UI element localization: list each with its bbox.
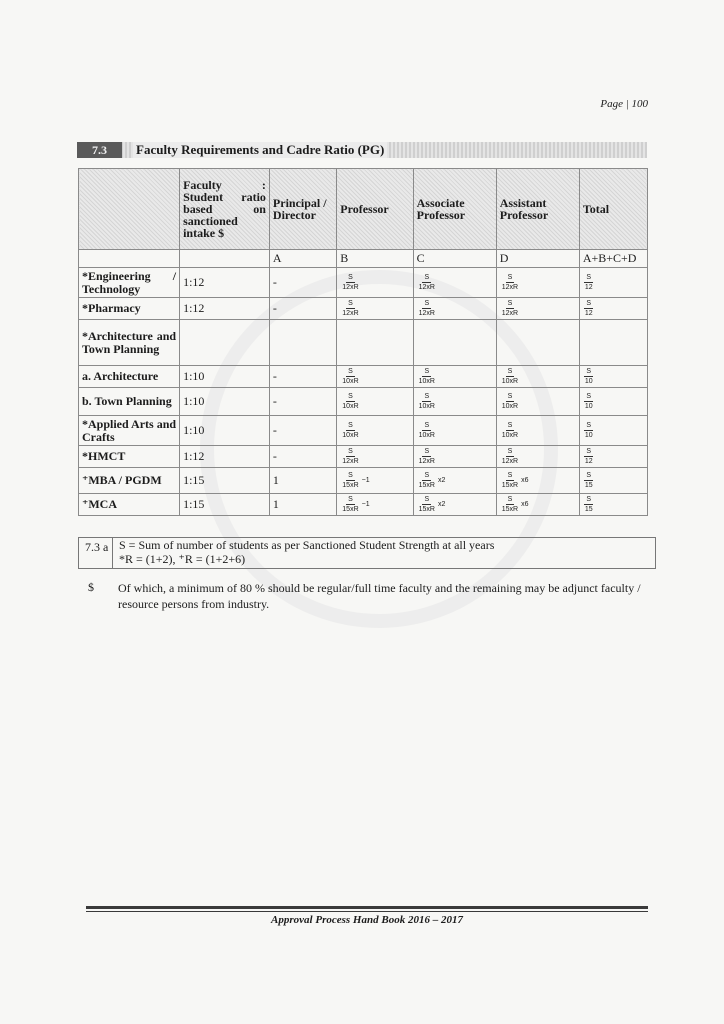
table-header-row: [79, 169, 648, 250]
fraction-stack: [500, 299, 520, 318]
page-number: Page | 100: [600, 98, 648, 110]
table-row: [79, 268, 648, 298]
fraction-stack: [500, 367, 520, 386]
fraction: [340, 274, 361, 291]
fraction-stack: [500, 447, 520, 466]
fraction: [500, 448, 521, 465]
section-number: 7.3: [77, 142, 122, 158]
professor-cell: [337, 388, 413, 416]
fraction-stack: [500, 495, 520, 514]
note-line-2: *R = (1+2), ⁺R = (1+2+6): [119, 552, 246, 566]
fraction-denominator: 12xR: [342, 310, 359, 317]
fraction-numerator: S: [348, 300, 353, 307]
letter-cell: C: [413, 250, 496, 268]
principal-cell: -: [269, 298, 336, 320]
fraction-suffix: x6: [521, 501, 529, 508]
fraction: [583, 393, 595, 410]
fraction: [417, 274, 438, 291]
letter-cell: B: [337, 250, 413, 268]
total-cell: [579, 468, 647, 494]
fraction-stack: [340, 447, 360, 466]
total-cell: [579, 494, 647, 516]
fraction-numerator: S: [507, 393, 513, 400]
ratio-cell: 1:12: [180, 446, 270, 468]
empty-cell: [496, 320, 579, 366]
fraction-denominator: 15xR: [501, 482, 519, 489]
note-box: [78, 537, 656, 569]
section-header-bar: [77, 142, 647, 158]
fraction-stack: [340, 367, 360, 386]
row-label: b. Town Planning: [79, 388, 180, 416]
fraction: [417, 300, 438, 317]
fraction-numerator: S: [586, 393, 592, 400]
fraction-denominator: 12: [584, 284, 593, 291]
row-label: a. Architecture: [79, 366, 180, 388]
assistant-cell: [496, 298, 579, 320]
ratio-cell: 1:10: [180, 416, 270, 446]
total-cell: [579, 388, 647, 416]
fraction-denominator: 15xR: [418, 482, 435, 489]
total-cell: [579, 366, 647, 388]
row-label: *Engineering / Technology: [79, 268, 180, 298]
associate-cell: [413, 494, 496, 516]
fraction-denominator: 10xR: [342, 378, 359, 385]
fraction-stack: [583, 447, 595, 466]
fraction-denominator: 12xR: [418, 284, 435, 291]
fraction-denominator: 10xR: [418, 432, 435, 439]
ratio-cell: 1:10: [180, 388, 270, 416]
fraction-numerator: S: [507, 472, 513, 479]
professor-cell: [337, 416, 413, 446]
fraction-numerator: S: [586, 274, 592, 281]
fraction-denominator: 10: [584, 432, 593, 439]
assistant-cell: [496, 494, 579, 516]
fraction-stack: [500, 471, 520, 490]
fraction-stack: [340, 273, 360, 292]
fraction: [500, 496, 529, 513]
assistant-cell: [496, 446, 579, 468]
fraction-denominator: 10xR: [342, 432, 359, 439]
professor-cell: [337, 268, 413, 298]
footnote-text: Of which, a minimum of 80 % should be regular/full time faculty and the remaining may be adjunct faculty / resource persons from industry.: [118, 581, 641, 611]
fraction-numerator: S: [507, 300, 513, 307]
fraction: [500, 300, 521, 317]
fraction-denominator: 15: [584, 506, 593, 513]
principal-cell: -: [269, 268, 336, 298]
fraction: [340, 472, 370, 489]
fraction-denominator: 10xR: [501, 378, 519, 385]
ratio-cell: 1:15: [180, 468, 270, 494]
assistant-cell: [496, 416, 579, 446]
fraction-stack: [583, 495, 595, 514]
assistant-cell: [496, 468, 579, 494]
fraction-numerator: S: [348, 422, 353, 429]
fraction: [340, 496, 370, 513]
empty-cell: [269, 320, 336, 366]
fraction: [340, 300, 361, 317]
fraction-denominator: 15xR: [342, 506, 359, 513]
fraction: [583, 472, 595, 489]
row-label: *HMCT: [79, 446, 180, 468]
associate-cell: [413, 268, 496, 298]
fraction-denominator: 12xR: [418, 458, 435, 465]
fraction-numerator: S: [424, 393, 430, 400]
fraction-numerator: S: [424, 300, 430, 307]
fraction-stack: [340, 471, 360, 490]
fraction-numerator: S: [424, 472, 430, 479]
row-label: *Applied Arts and Crafts: [79, 416, 180, 446]
fraction-stack: [583, 392, 595, 411]
ratio-cell: 1:15: [180, 494, 270, 516]
fraction-denominator: 12: [584, 310, 593, 317]
professor-cell: [337, 446, 413, 468]
row-label: *Architecture and Town Planning: [79, 320, 180, 366]
fraction-numerator: S: [586, 422, 592, 429]
footer-text: Approval Process Hand Book 2016 – 2017: [271, 914, 463, 926]
faculty-ratio-table: [78, 168, 648, 516]
fraction: [500, 472, 529, 489]
fraction-numerator: S: [424, 422, 430, 429]
total-cell: [579, 446, 647, 468]
principal-cell: -: [269, 366, 336, 388]
fraction-suffix: x6: [521, 477, 529, 484]
fraction-denominator: 10xR: [418, 403, 435, 410]
fraction-numerator: S: [348, 368, 353, 375]
empty-cell: [413, 320, 496, 366]
principal-cell: 1: [269, 468, 336, 494]
principal-cell: -: [269, 388, 336, 416]
fraction-numerator: S: [586, 472, 592, 479]
fraction: [417, 422, 438, 439]
fraction: [583, 422, 595, 439]
header-ratio: Faculty : Student ratio based on sanctioned intake $: [180, 169, 270, 250]
table-row: [79, 446, 648, 468]
fraction: [500, 274, 521, 291]
ratio-cell: 1:12: [180, 268, 270, 298]
fraction-denominator: 12xR: [501, 458, 519, 465]
letter-cell: [79, 250, 180, 268]
fraction: [583, 274, 595, 291]
ratio-cell: 1:12: [180, 298, 270, 320]
fraction-stack: [417, 367, 437, 386]
fraction-stack: [583, 421, 595, 440]
fraction: [340, 448, 361, 465]
fraction: [340, 368, 361, 385]
fraction-denominator: 10xR: [342, 403, 359, 410]
note-label: 7.3 a: [85, 540, 109, 554]
fraction-stack: [340, 392, 360, 411]
fraction-denominator: 15xR: [342, 482, 359, 489]
total-cell: [579, 416, 647, 446]
fraction-stack: [417, 299, 437, 318]
fraction-denominator: 12xR: [342, 458, 359, 465]
fraction-numerator: S: [424, 274, 430, 281]
fraction-denominator: 15xR: [501, 506, 519, 513]
fraction-denominator: 10xR: [501, 432, 519, 439]
ratio-cell: 1:10: [180, 366, 270, 388]
fraction-stack: [500, 273, 520, 292]
fraction-denominator: 12: [584, 458, 593, 465]
table-row: [79, 298, 648, 320]
note-divider: [112, 538, 113, 568]
fraction-numerator: S: [586, 300, 592, 307]
fraction: [340, 393, 361, 410]
fraction-stack: [417, 447, 437, 466]
fraction-numerator: S: [348, 274, 353, 281]
associate-cell: [413, 366, 496, 388]
note-line-1: S = Sum of number of students as per Sanctioned Student Strength at all years: [119, 538, 495, 552]
fraction-denominator: 12xR: [418, 310, 435, 317]
letter-cell: A: [269, 250, 336, 268]
fraction-stack: [583, 471, 595, 490]
fraction-stack: [417, 471, 437, 490]
associate-cell: [413, 298, 496, 320]
fraction-denominator: 10: [584, 403, 593, 410]
total-cell: [579, 298, 647, 320]
fraction-suffix: −1: [361, 501, 370, 508]
table-row: [79, 388, 648, 416]
fraction: [417, 472, 446, 489]
fraction-stack: [417, 273, 437, 292]
fraction-numerator: S: [586, 368, 592, 375]
fraction-denominator: 10: [584, 378, 593, 385]
table-row: [79, 494, 648, 516]
footer-rule: [86, 911, 648, 912]
professor-cell: [337, 494, 413, 516]
assistant-cell: [496, 388, 579, 416]
fraction: [583, 448, 595, 465]
header-principal: Principal / Director: [269, 169, 336, 250]
section-title: Faculty Requirements and Cadre Ratio (PG): [133, 142, 387, 158]
fraction-suffix: x2: [437, 501, 446, 508]
professor-cell: [337, 298, 413, 320]
fraction-denominator: 15xR: [418, 506, 435, 513]
fraction-denominator: 12xR: [501, 310, 519, 317]
fraction: [583, 300, 595, 317]
fraction-denominator: 12xR: [501, 284, 519, 291]
fraction-suffix: x2: [437, 477, 446, 484]
fraction-stack: [417, 392, 437, 411]
fraction: [500, 368, 521, 385]
fraction-suffix: −1: [361, 477, 370, 484]
fraction: [500, 393, 521, 410]
fraction: [417, 368, 438, 385]
fraction-numerator: S: [507, 422, 513, 429]
row-label: ⁺MBA / PGDM: [79, 468, 180, 494]
note-text: [119, 538, 494, 566]
header-blank: [79, 169, 180, 250]
table-row: [79, 366, 648, 388]
fraction-numerator: S: [586, 496, 592, 503]
fraction-stack: [340, 495, 360, 514]
professor-cell: [337, 468, 413, 494]
fraction-denominator: 15: [584, 482, 593, 489]
letter-cell: D: [496, 250, 579, 268]
principal-cell: 1: [269, 494, 336, 516]
column-letter-row: [79, 250, 648, 268]
header-total: Total: [579, 169, 647, 250]
footnote-symbol: $: [88, 580, 94, 594]
fraction: [417, 496, 446, 513]
header-professor: Professor: [337, 169, 413, 250]
professor-cell: [337, 366, 413, 388]
fraction-numerator: S: [507, 496, 513, 503]
fraction: [583, 496, 595, 513]
associate-cell: [413, 416, 496, 446]
fraction: [500, 422, 521, 439]
fraction: [417, 393, 438, 410]
letter-cell: [180, 250, 270, 268]
fraction-denominator: 10xR: [501, 403, 519, 410]
fraction-numerator: S: [348, 393, 353, 400]
fraction: [417, 448, 438, 465]
fraction-numerator: S: [348, 496, 353, 503]
assistant-cell: [496, 268, 579, 298]
empty-cell: [579, 320, 647, 366]
empty-cell: [180, 320, 270, 366]
table-row: [79, 416, 648, 446]
empty-cell: [337, 320, 413, 366]
fraction-stack: [340, 299, 360, 318]
total-cell: [579, 268, 647, 298]
table-row: [79, 320, 648, 366]
header-assistant: Assistant Professor: [496, 169, 579, 250]
header-associate: Associate Professor: [413, 169, 496, 250]
fraction-stack: [340, 421, 360, 440]
principal-cell: -: [269, 416, 336, 446]
fraction-stack: [500, 421, 520, 440]
fraction: [340, 422, 361, 439]
row-label: ⁺MCA: [79, 494, 180, 516]
fraction-numerator: S: [507, 274, 513, 281]
letter-cell: A+B+C+D: [579, 250, 647, 268]
fraction-stack: [417, 421, 437, 440]
table-row: [79, 468, 648, 494]
fraction-numerator: S: [348, 472, 353, 479]
associate-cell: [413, 468, 496, 494]
fraction-numerator: S: [586, 448, 592, 455]
fraction-numerator: S: [348, 448, 353, 455]
principal-cell: -: [269, 446, 336, 468]
fraction-numerator: S: [424, 496, 430, 503]
fraction-denominator: 10xR: [418, 378, 435, 385]
footer-rule: [86, 906, 648, 909]
fraction-denominator: 12xR: [342, 284, 359, 291]
fraction-stack: [583, 299, 595, 318]
associate-cell: [413, 446, 496, 468]
fraction-stack: [583, 367, 595, 386]
fraction-numerator: S: [507, 368, 513, 375]
assistant-cell: [496, 366, 579, 388]
fraction-numerator: S: [424, 448, 430, 455]
row-label: *Pharmacy: [79, 298, 180, 320]
fraction-numerator: S: [424, 368, 430, 375]
fraction-stack: [583, 273, 595, 292]
fraction-stack: [417, 495, 437, 514]
fraction-numerator: S: [507, 448, 513, 455]
associate-cell: [413, 388, 496, 416]
fraction: [583, 368, 595, 385]
fraction-stack: [500, 392, 520, 411]
